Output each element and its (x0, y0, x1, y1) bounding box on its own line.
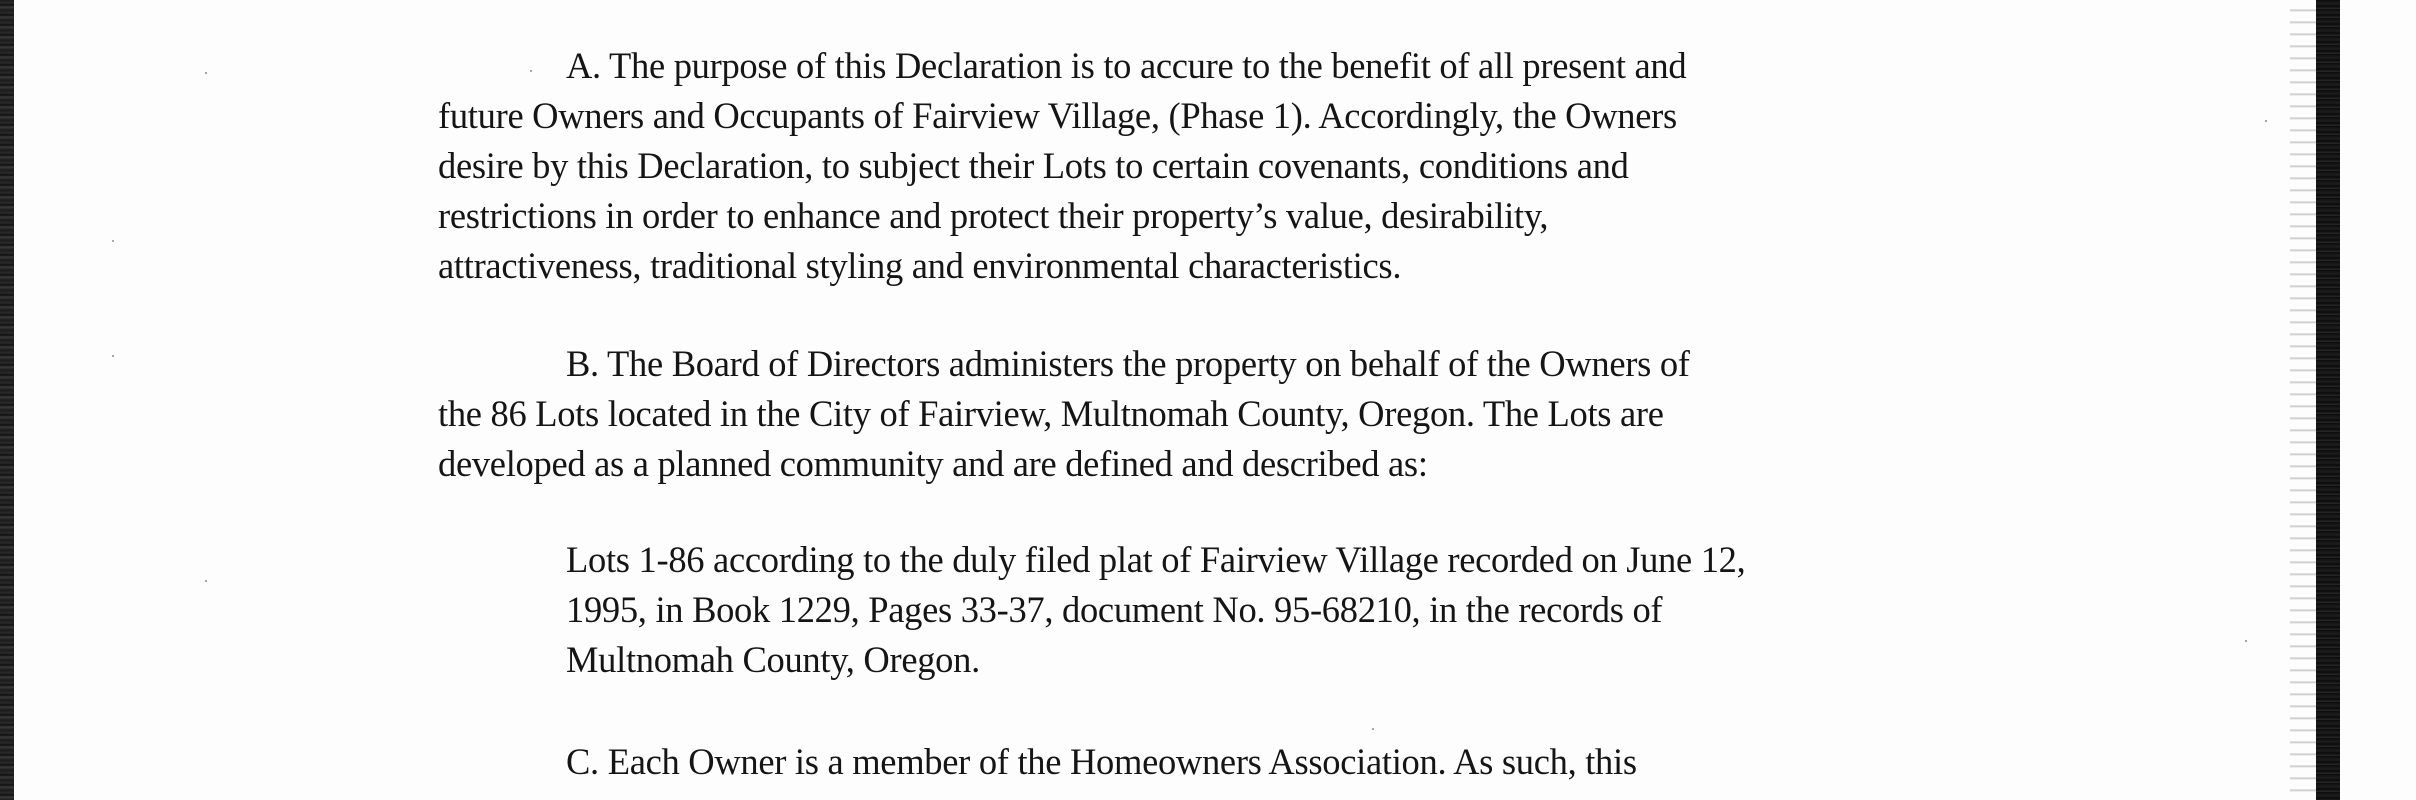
paragraph-a-line: A. The purpose of this Declaration is to accure to the benefit of all present and (566, 45, 1687, 86)
scan-speck (112, 355, 114, 357)
paragraph-b (438, 339, 1690, 489)
lot-description-line: 1995, in Book 1229, Pages 33-37, document No. 95-68210, in the records of (566, 589, 1663, 630)
paragraph-a-line: restrictions in order to enhance and protect their property’s value, desirability, (438, 195, 1549, 236)
scan-speck (2245, 640, 2247, 642)
scan-speck (112, 240, 114, 242)
lot-description-line: Lots 1-86 according to the duly filed plat of Fairview Village recorded on June 12, (566, 539, 1746, 580)
scan-edge-left (0, 0, 14, 800)
scan-shadow-right (2290, 0, 2316, 800)
paragraph-a-line: future Owners and Occupants of Fairview Village, (Phase 1). Accordingly, the Owners (438, 95, 1677, 136)
paragraph-c-line: C. Each Owner is a member of the Homeowners Association. As such, this (566, 741, 1637, 782)
scan-speck (205, 580, 207, 582)
paragraph-b-line: developed as a planned community and are defined and described as: (438, 443, 1428, 484)
paragraph-a-line: desire by this Declaration, to subject their Lots to certain covenants, conditions and (438, 145, 1629, 186)
scan-speck (205, 72, 207, 74)
paragraph-c (566, 737, 1637, 787)
lot-description-line: Multnomah County, Oregon. (566, 639, 980, 680)
paragraph-b-line: the 86 Lots located in the City of Fairview, Multnomah County, Oregon. The Lots are (438, 393, 1664, 434)
paragraph-a (438, 41, 1686, 291)
paragraph-a-line: attractiveness, traditional styling and environmental characteristics. (438, 245, 1402, 286)
scan-speck (2265, 120, 2267, 122)
scan-speck (1372, 728, 1374, 730)
scan-edge-right (2316, 0, 2340, 800)
paragraph-b-line: B. The Board of Directors administers the property on behalf of the Owners of (566, 343, 1690, 384)
lot-description (566, 535, 1745, 685)
